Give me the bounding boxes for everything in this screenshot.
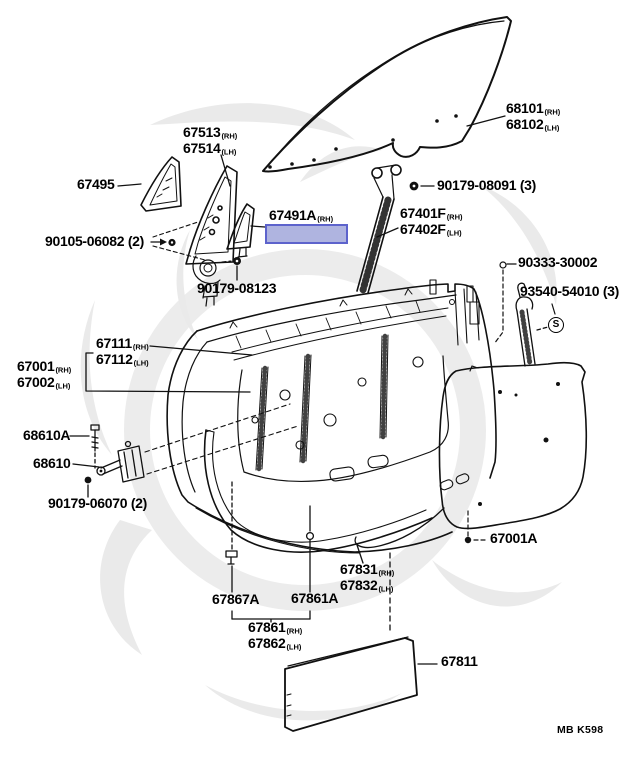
- label-run-channel-nut: 90179-08091 (3): [437, 177, 537, 193]
- s-mark-symbol: S: [548, 317, 564, 333]
- label-weatherstrip-clip-front: 67867A: [212, 591, 260, 607]
- label-bracket-screw: 90179-08123: [197, 280, 277, 296]
- label-trim-board: 67811: [441, 653, 478, 669]
- label-vent-frame-screw: 90105-06082 (2): [45, 233, 145, 249]
- label-run-channel: 67401F(RH) 67402F(LH): [400, 205, 463, 237]
- label-door-glass: 68101(RH) 68102(LH): [506, 100, 561, 132]
- label-cover-clip: 67001A: [490, 530, 538, 546]
- garnish-shape: [227, 204, 254, 257]
- watermark: [81, 100, 562, 720]
- label-quarter-glass: 67495: [77, 176, 115, 192]
- label-vent-window-frame: 67513(RH) 67514(LH): [183, 124, 238, 156]
- label-cushion: 90333-30002: [518, 254, 598, 270]
- weatherstrip-shape: [205, 430, 432, 552]
- door-glass-shape: [263, 17, 511, 171]
- drawing-code: MB K598: [557, 724, 604, 736]
- label-front-garnish: 67491A(RH): [269, 207, 334, 224]
- label-weatherstrip-clip-rear: 67861A: [291, 590, 339, 606]
- cushion-shape: [494, 262, 506, 344]
- label-glass-run: 93540-54010 (3): [520, 283, 620, 299]
- label-door-frame: 67111(RH) 67112(LH): [96, 335, 149, 367]
- quarter-glass-shape: [141, 157, 181, 211]
- label-door-check: 68610: [33, 455, 71, 471]
- highlight-box[interactable]: [265, 224, 348, 244]
- label-service-hole-cover: 67831(RH) 67832(LH): [340, 561, 395, 593]
- label-door-panel: 67001(RH) 67002(LH): [17, 358, 72, 390]
- run-channel-nut-shape: [410, 182, 419, 191]
- cover-holes: [478, 382, 560, 506]
- vent-screw-shape: [151, 239, 176, 247]
- label-check-bolt: 68610A: [23, 427, 71, 443]
- label-weatherstrip: 67861(RH) 67862(LH): [248, 619, 303, 651]
- label-check-screw: 90179-06070 (2): [48, 495, 148, 511]
